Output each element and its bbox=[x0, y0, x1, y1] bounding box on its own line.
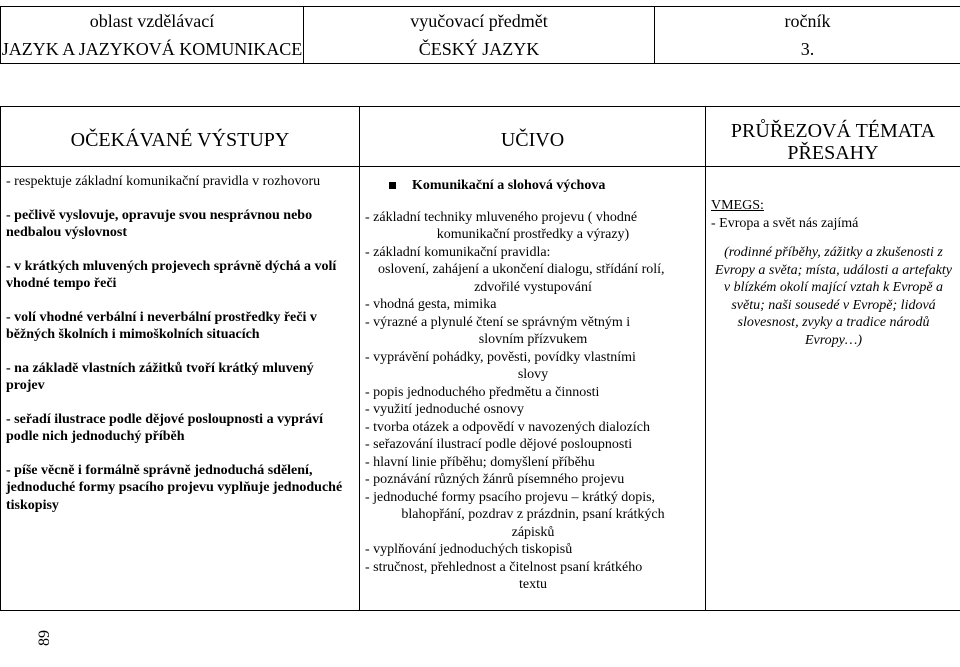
curriculum-line: - seřazování ilustrací podle dějové posloupnosti bbox=[365, 437, 633, 452]
curriculum-line: - jednoduché formy psacího projevu – krátký dopis, bbox=[365, 489, 656, 505]
cross-heading bbox=[706, 120, 960, 164]
header-label-subject: vyučovací předmět bbox=[304, 7, 655, 36]
outcomes-list bbox=[1, 167, 359, 514]
cross-heading-cell bbox=[706, 107, 960, 167]
curriculum-line: komunikační prostředky a výrazy) bbox=[436, 227, 630, 242]
outcomes-heading: OČEKÁVANÉ VÝSTUPY bbox=[70, 129, 290, 151]
outcomes-heading-cell bbox=[1, 107, 360, 167]
outcome-item: - respektuje základní komunikační pravidla v rozhovoru bbox=[6, 174, 321, 189]
cross-heading-line2: PŘESAHY bbox=[787, 142, 879, 164]
curriculum-heading-cell bbox=[360, 107, 706, 167]
header-table bbox=[0, 6, 960, 64]
cross-heading-line1: PRŮŘEZOVÁ TÉMATA bbox=[730, 120, 936, 142]
curriculum-line: blahopřání, pozdrav z prázdnin, psaní krátkých bbox=[401, 507, 665, 522]
curriculum-list bbox=[360, 167, 705, 594]
curriculum-line: textu bbox=[519, 577, 547, 592]
curriculum-line: slovy bbox=[517, 367, 549, 382]
header-value-subject: ČESKÝ JAZYK bbox=[304, 35, 655, 64]
curriculum-line: - tvorba otázek a odpovědí v navozených dialozích bbox=[365, 419, 650, 435]
square-bullet-icon bbox=[389, 182, 396, 189]
cross-topic: - Evropa a svět nás zajímá bbox=[711, 215, 859, 231]
header-value-grade: 3. bbox=[655, 35, 960, 64]
curriculum-line: - využití jednoduché osnovy bbox=[365, 402, 525, 417]
curriculum-line: - základní techniky mluveného projevu ( vhodné bbox=[365, 209, 638, 225]
outcomes-cell bbox=[1, 167, 360, 611]
curriculum-line: - popis jednoduchého předmětu a činnosti bbox=[365, 384, 600, 400]
curriculum-line: - základní komunikační pravidla: bbox=[365, 244, 551, 260]
curriculum-table bbox=[0, 106, 960, 611]
curriculum-line: zdvořilé vystupování bbox=[474, 279, 592, 295]
outcome-item: - volí vhodné verbální i neverbální prostředky řeči v běžných školních i mimoškolních situacích bbox=[6, 309, 317, 342]
curriculum-line: slovním přízvukem bbox=[478, 332, 588, 347]
cross-cell bbox=[706, 167, 960, 611]
outcome-item: - v krátkých mluvených projevech správně dýchá a volí vhodné tempo řeči bbox=[6, 258, 337, 291]
curriculum-line: oslovení, zahájení a ukončení dialogu, střídání rolí, bbox=[378, 262, 665, 277]
cross-topics bbox=[706, 167, 960, 349]
header-value-area: JAZYK A JAZYKOVÁ KOMUNIKACE bbox=[1, 35, 304, 64]
cross-note: (rodinné příběhy, zážitky a zkušenosti z Evropy a světa; místa, události a artefakty v blízkém okolí mající vztah k Evropě a světu; naši sousedé v Evropě; lidová slovesnost, zvyky a tradice národů Evropy…) bbox=[714, 245, 953, 348]
curriculum-line: - poznávání různých žánrů písemného projevu bbox=[365, 472, 625, 487]
curriculum-line: - vyplňování jednoduchých tiskopisů bbox=[365, 542, 573, 557]
curriculum-line: - hlavní linie příběhu; domyšlení příběhu bbox=[365, 454, 595, 470]
outcome-item: - na základě vlastních zážitků tvoří krátký mluvený projev bbox=[6, 360, 314, 393]
curriculum-subheading bbox=[389, 177, 701, 195]
header-label-grade: ročník bbox=[655, 7, 960, 36]
curriculum-line: - stručnost, přehlednost a čitelnost psaní krátkého bbox=[365, 559, 643, 575]
curriculum-line: - vhodná gesta, mimika bbox=[365, 297, 497, 312]
outcome-item: - seřadí ilustrace podle dějové posloupnosti a vypráví podle nich jednoduchý příběh bbox=[6, 411, 323, 444]
header-label-area: oblast vzdělávací bbox=[1, 7, 304, 36]
curriculum-heading: UČIVO bbox=[500, 129, 565, 151]
outcome-item: - pečlivě vyslovuje, opravuje svou nesprávnou nebo nedbalou výslovnost bbox=[6, 207, 313, 240]
curriculum-cell bbox=[360, 167, 706, 611]
outcome-item: - píše věcně i formálně správně jednoduchá sdělení, jednoduché formy psacího projevu vyplňuje jednoduché tiskopisy bbox=[6, 462, 343, 513]
page-number: 89 bbox=[36, 630, 53, 646]
curriculum-subheading-text: Komunikační a slohová výchova bbox=[412, 178, 606, 193]
curriculum-line: zápisků bbox=[511, 524, 555, 540]
cross-label: VMEGS: bbox=[711, 198, 764, 213]
curriculum-line: - výrazné a plynulé čtení se správným větným i bbox=[365, 314, 631, 330]
curriculum-line: - vyprávění pohádky, pověsti, povídky vlastními bbox=[365, 349, 636, 365]
